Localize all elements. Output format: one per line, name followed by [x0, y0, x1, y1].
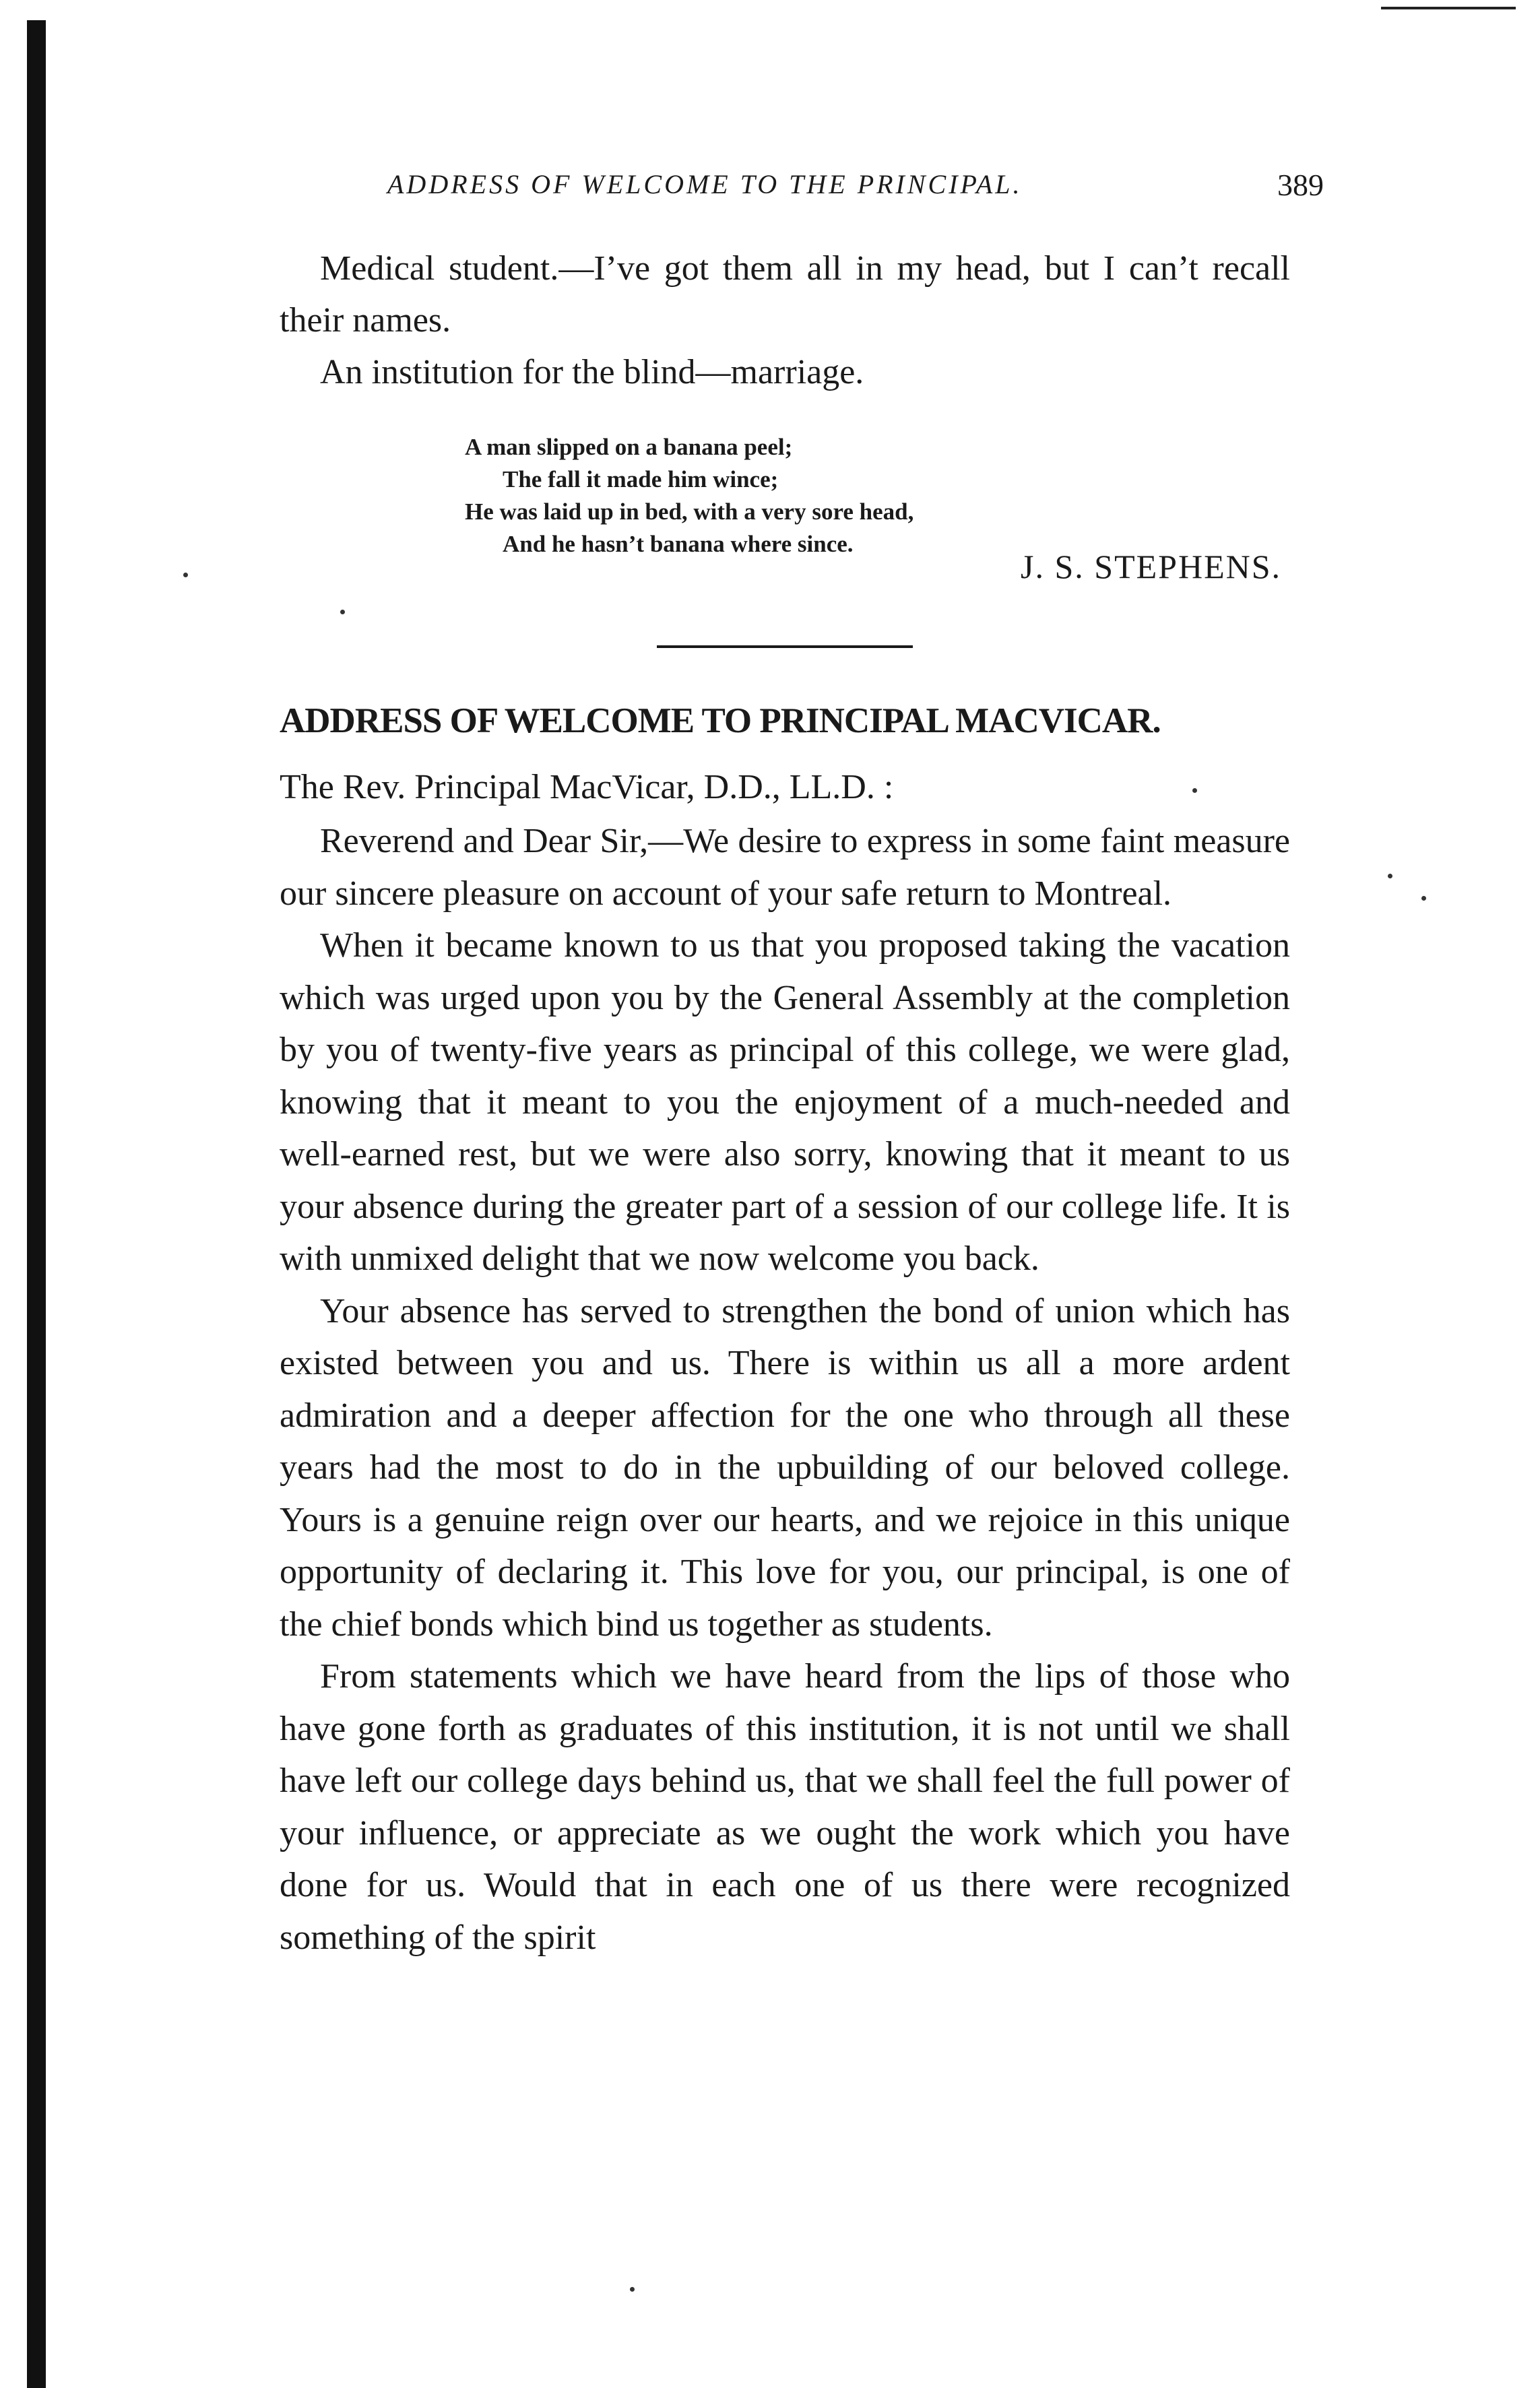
joke-paragraph: An institution for the blind—marriage.	[320, 353, 864, 391]
article-body	[280, 815, 1290, 1964]
article-heading: ADDRESS OF WELCOME TO PRINCIPAL MACVICAR.	[280, 701, 1161, 740]
scan-speck	[183, 573, 188, 577]
scan-edge-shadow	[27, 20, 46, 2388]
joke-paragraph: Medical student.—I’ve got them all in my head, but I can’t recall their names.	[280, 249, 1290, 340]
page-number: 389	[1277, 168, 1324, 202]
salutation: The Rev. Principal MacVicar, D.D., LL.D. :	[280, 768, 894, 806]
poem-line: And he hasn’t banana where since.	[503, 531, 854, 557]
poem-line: He was laid up in bed, with a very sore head,	[465, 498, 914, 525]
scan-speck	[1421, 896, 1426, 901]
body-paragraph: Reverend and Dear Sir,—We desire to express in some faint measure our sincere pleasure on account of your safe return to Montreal.	[280, 822, 1290, 913]
poem	[465, 431, 1273, 560]
poem-line: The fall it made him wince;	[503, 466, 779, 492]
running-head	[387, 168, 1324, 216]
scan-speck	[340, 610, 345, 614]
body-paragraph: From statements which we have heard from the lips of those who have gone forth as graduates of this institution, it is not until we shall have left our college days behind us, that we shall feel the full power of your influence, or appreciate as we ought the work which you have done for us. Would that in each one of us there were recognized something of the spirit	[280, 1657, 1290, 1957]
signature: J. S. STEPHENS.	[1021, 548, 1282, 585]
section-divider	[657, 645, 913, 648]
top-section-text	[280, 243, 1290, 398]
body-paragraph: Your absence has served to strengthen the bond of union which has existed between you and us. There is within us all a more ardent admiration and a deeper affection for the one who through all these years had the most to do in the upbuilding of our beloved college. Yours is a genuine reign over our hearts, and we rejoice in this unique opportunity of declaring it. This love for you, our principal, is one of the chief bonds which bind us together as students.	[280, 1291, 1290, 1644]
scan-speck	[1192, 788, 1197, 793]
scan-speck	[1388, 874, 1392, 878]
poem-line: A man slipped on a banana peel;	[465, 434, 793, 460]
body-paragraph: When it became known to us that you proposed taking the vacation which was urged upon you by the General Assembly at the completion by you of twenty-five years as principal of this college, we were glad, knowing that it meant to you the enjoyment of a much-needed and well-earned rest, but we were also sorry, knowing that it meant to us your absence during the greater part of a session of our college life. It is with unmixed delight that we now welcome you back.	[280, 926, 1290, 1278]
scan-speck	[630, 2287, 635, 2292]
scan-artifact-line	[1381, 7, 1516, 9]
running-title: ADDRESS OF WELCOME TO THE PRINCIPAL.	[387, 169, 1023, 199]
